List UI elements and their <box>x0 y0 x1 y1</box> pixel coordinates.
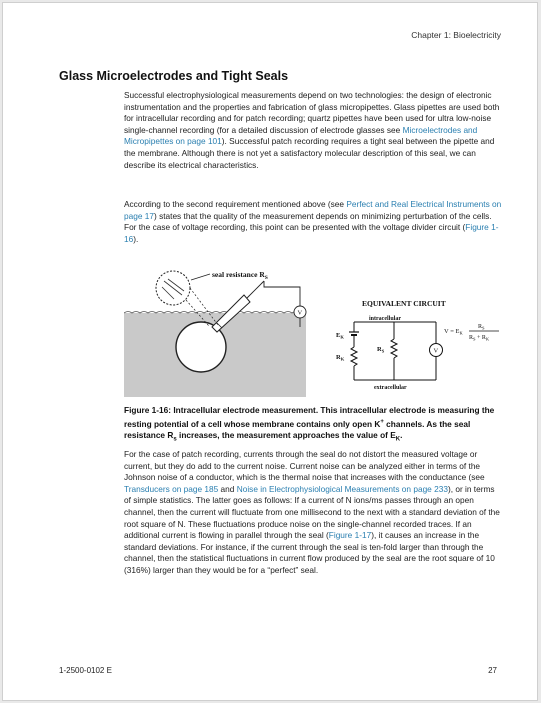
equivalent-circuit-title: EQUIVALENT CIRCUIT <box>362 299 446 308</box>
document-number: 1-2500-0102 E <box>59 666 112 675</box>
text: and <box>218 483 237 494</box>
wire <box>247 281 264 298</box>
figure-caption <box>124 405 502 446</box>
voltmeter-label: V <box>297 309 303 317</box>
intracellular-label: intracellular <box>369 316 401 322</box>
extracellular-label: extracellular <box>374 385 407 391</box>
seal-resistance-label: seal resistance $R_S$ <box>212 270 268 281</box>
text: K <box>395 436 401 443</box>
text: . <box>400 429 403 440</box>
text: Successful electrophysiological measurements depend on two technologies: the design of electronic instrumentation and the properties and fabrication of glass micropipettes. Glass pipettes are used both for intracellular recording and for patch recording; quartz pipettes have been used for ultra low-noise single-channel recording (for a detailed discussion of electrode glasses see <box>124 90 500 135</box>
resistor-rk <box>351 347 357 366</box>
ek-label: $E_K$ <box>336 332 344 340</box>
rs-label: $R_S$ <box>377 346 385 354</box>
paragraph-patch-recording <box>124 449 502 577</box>
text: increases, the measurement approaches the value of E <box>176 429 396 440</box>
text: ), or in terms of simple statistics. The latter goes as follows: If a current of N ions/ms passes through an open channel, then the current will fluctuate from one millisecond to the next with a standard deviation of the root square of N. These fluctuations produce noise on the single-channel recorded traces. If an additional current is flowing in parallel through the seal ( <box>124 483 500 541</box>
text: According to the second requirement mentioned above (see <box>124 199 347 209</box>
chapter-header: Chapter 1: Bioelectricity <box>411 30 501 40</box>
seal-label-leader <box>191 274 210 280</box>
formula-denominator: $R_S + R_K$ <box>469 335 490 342</box>
link-figure-1-17[interactable]: Figure 1-17 <box>328 530 372 541</box>
paragraph-intro <box>124 90 502 171</box>
formula-lhs: $V = E_K$ <box>444 328 463 336</box>
link-perfect-instruments[interactable]: Perfect and Real Electrical Instruments on page 17 <box>124 199 502 221</box>
text: ). <box>133 233 139 244</box>
section-title: Glass Microelectrodes and Tight Seals <box>59 69 289 83</box>
voltmeter-label: V <box>433 347 439 355</box>
text: s <box>173 436 177 443</box>
rk-label: $R_K$ <box>336 354 345 362</box>
wire <box>264 281 300 306</box>
text: channels. As the seal resistance R <box>124 418 471 440</box>
resistor-rs <box>391 339 397 358</box>
figure-drawing <box>124 255 502 400</box>
link-transducers[interactable]: Transducers on page 185 <box>124 483 219 494</box>
page-number: 27 <box>488 666 497 675</box>
text: ), it causes an increase in the standard deviations. For instance, if the current through the seal is ten-fold larger than through the channel, then the statistical fluctuations in current flow produced by the seal are the root square of 10 (316%) larger than they would be for a “perfect” seal. <box>124 530 495 575</box>
text: ). Successful patch recording requires a tight seal between the pipette and the membrane. Although there is not yet a satisfactory molecular description of this seal, we can describe its electrical characteristics. <box>124 136 495 170</box>
formula-numerator: $R_S$ <box>478 324 485 331</box>
paragraph-voltage-divider <box>124 199 502 245</box>
link-noise[interactable]: Noise in Electrophysiological Measurements on page 233 <box>236 483 448 494</box>
link-microelectrodes[interactable]: Microelectrodes and Micropipettes on page 101 <box>124 124 478 147</box>
text: ) states that the quality of the measurement depends on minimizing perturbation of the cells. For the case of voltage recording, this point can be presented with the voltage divider circuit ( <box>124 210 492 233</box>
water-surface <box>124 312 306 314</box>
document-page <box>2 2 538 701</box>
text: + <box>380 418 384 425</box>
link-figure-1-16[interactable]: Figure 1-16 <box>124 222 499 244</box>
figure-1-16 <box>124 255 502 400</box>
text: For the case of patch recording, currents through the seal do not distort the measured voltage or current, but they do add to the current noise. Current noise can be analyzed either in terms of the Johnson noise of a conductor, which is the thermal noise that increases with the conductance (see <box>124 449 485 483</box>
text: Figure 1-16: Intracellular electrode measurement. This intracellular electrode is measuring the resting potential of a cell whose membrane contains only open K <box>124 405 495 429</box>
